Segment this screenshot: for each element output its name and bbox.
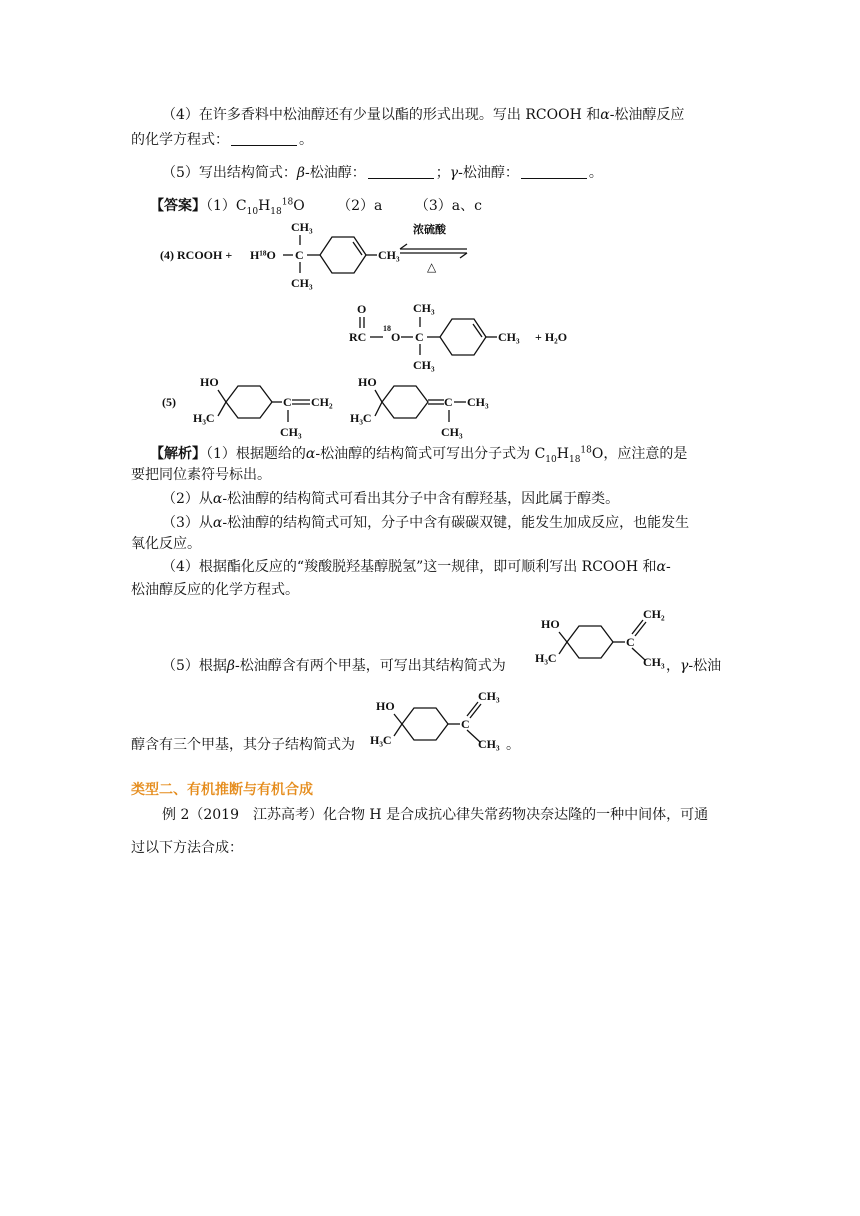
analysis-p3a: （3）从α-松油醇的结构简式可知，分子中含有碳碳双键，能发生加成反应，也能发生 [162, 515, 690, 531]
ho-label: HO [358, 375, 377, 389]
ch3-top: CH₃ [291, 220, 313, 234]
isotope-18: 18 [383, 324, 391, 333]
ch3-top: CH₃ [478, 689, 500, 703]
part5-label: (5) [162, 395, 176, 409]
ch2-label: CH₂ [643, 607, 665, 621]
rc-label: RC [349, 330, 367, 344]
q4-line1: （4）在许多香料中松油醇还有少量以酯的形式出现。写出 RCOOH 和α-松油醇反应 [162, 107, 685, 123]
answer-blank [231, 131, 297, 146]
ho-label: HO [200, 375, 219, 389]
alkene-c: C [444, 395, 453, 409]
q4-line2: 的化学方程式： 。 [131, 132, 313, 148]
carbonyl-o: O [357, 302, 367, 316]
ch3-bottom: CH₃ [478, 737, 500, 751]
gamma-terpineol-structure [370, 688, 520, 758]
analysis-p4b: 松油醇反应的化学方程式。 [131, 582, 299, 598]
ch3-ring: CH₃ [378, 248, 400, 262]
alkene-c: C [626, 635, 635, 649]
beta-symbol: β [296, 165, 306, 181]
h3c-label: H₃C [193, 411, 215, 425]
ch2-label: CH₂ [311, 395, 333, 409]
cyclohexene-ring [320, 237, 366, 273]
h3c-label: H₃C [535, 651, 557, 665]
cyclohexane-ring [402, 708, 448, 740]
alkene-c: C [461, 717, 470, 731]
example2-line1: 例 2（2019 江苏高考）化合物 H 是合成抗心律失常药物决奈达隆的一种中间体，可通 [162, 807, 709, 823]
ho-label: HO [376, 699, 395, 713]
alpha-symbol: α [600, 107, 610, 123]
answer-line: 【答案】$(1)C_{10}H_{18}^{18}O$ （2）a （3）a、c [150, 197, 482, 217]
ch3-label: CH₃ [280, 425, 302, 439]
analysis-p5a: （5）根据β-松油醇含有两个甲基，可写出其结构简式为 [162, 658, 506, 674]
example2-line2: 过以下方法合成： [131, 840, 243, 856]
ch3-label: CH₃ [441, 425, 463, 439]
h3c-label: H₃C [370, 733, 392, 747]
equation-reactants-diagram [155, 215, 485, 295]
ho-label: HO [541, 617, 560, 631]
ch3-top: CH₃ [413, 301, 435, 315]
ch3-ring: CH₃ [498, 330, 520, 344]
analysis-p3b: 氧化反应。 [131, 536, 201, 552]
water-product: + H₂O [535, 330, 568, 344]
cyclohexane-ring [567, 626, 613, 658]
cyclohexane-ring [226, 386, 272, 418]
quaternary-c: C [295, 248, 304, 262]
ch3-label: CH₃ [467, 395, 489, 409]
h18o-label: H¹⁸O [250, 248, 276, 262]
q5-line: （5）写出结构简式：β-松油醇： ；γ-松油醇： 。 [162, 165, 603, 181]
quaternary-c: C [415, 330, 424, 344]
answer-label: 【答案】 [150, 198, 206, 214]
analysis-p5b-end: 。 [506, 737, 520, 753]
alkene-c: C [283, 395, 292, 409]
rcooh-label: (4) RCOOH + [160, 248, 233, 262]
analysis-p5b: 醇含有三个甲基，其分子结构简式为 [131, 737, 355, 753]
answer-blank [521, 164, 587, 179]
analysis-p1a: 【解析】（1）根据题给的α-松油醇的结构简式可写出分子式为 $C_{10}H_{18}^{18}O$，应注意的是 [150, 445, 688, 465]
analysis-p4a: （4）根据酯化反应的“羧酸脱羟基醇脱氢”这一规律，即可顺利写出 RCOOH 和α- [162, 559, 671, 575]
ester-o: O [391, 330, 401, 344]
answer-blank [368, 164, 434, 179]
analysis-p5a-tail: ，γ-松油 [666, 658, 722, 674]
heat-symbol: △ [427, 260, 437, 274]
cyclohexene-ring [440, 319, 486, 355]
answer5-structures-diagram [160, 370, 500, 442]
cyclohexane-ring [382, 386, 428, 418]
section-heading: 类型二、有机推断与有机合成 [131, 782, 313, 798]
ch3-bottom: CH₃ [291, 276, 313, 290]
equation-products-diagram [345, 295, 585, 375]
ch3-label: CH₃ [643, 655, 665, 669]
analysis-label: 【解析】 [150, 446, 206, 462]
analysis-p2: （2）从α-松油醇的结构简式可看出其分子中含有醇羟基，因此属于醇类。 [162, 491, 620, 507]
h3c-label: H₃C [350, 411, 372, 425]
ch3-bottom: CH₃ [413, 358, 435, 372]
analysis-p1b: 要把同位素符号标出。 [131, 467, 271, 483]
gamma-symbol: γ [449, 165, 459, 181]
catalyst-label: 浓硫酸 [413, 223, 446, 236]
